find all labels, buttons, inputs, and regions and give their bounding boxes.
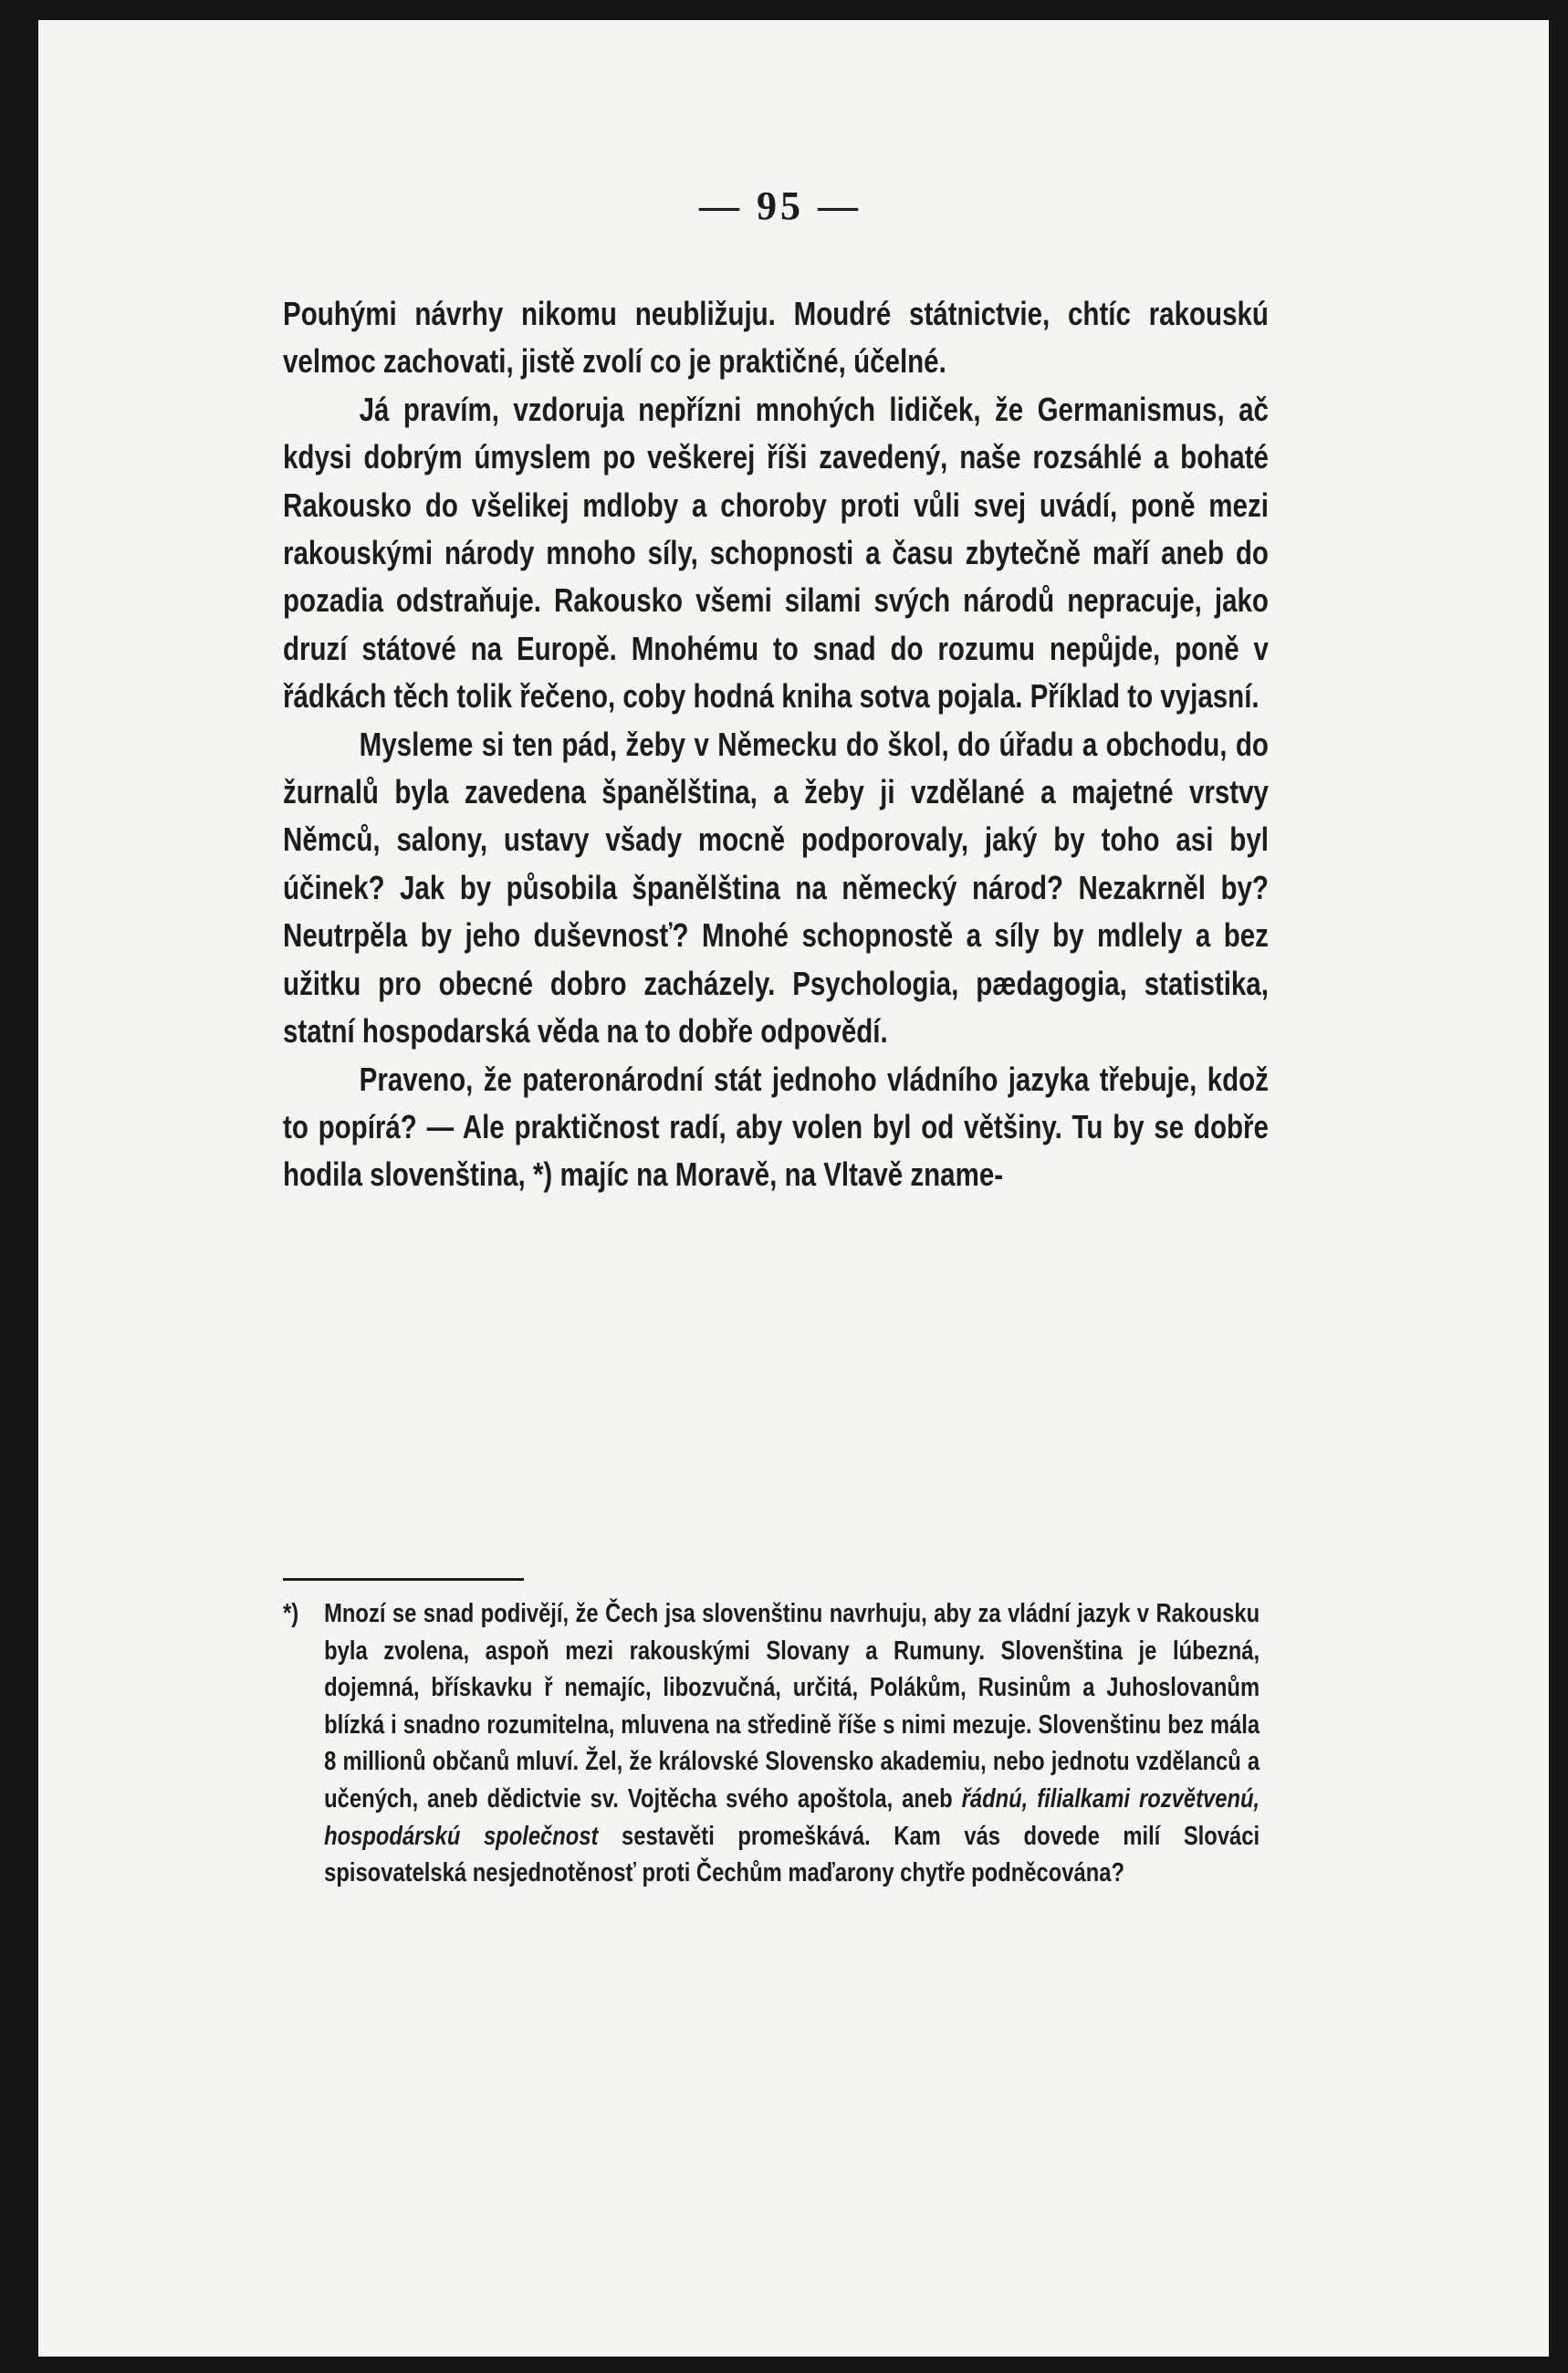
footnote-text [324,1595,1260,1892]
footnote-text-part: Mnozí se snad podivějí, že Čech jsa slovenštinu navrhuju, aby za vládní jazyk v Rakousku byla zvolena, aspoň mezi rakouskými Slovany a Rumuny. Slovenština je lúbezná, dojemná, břískavku ř nemajíc, libozvučná, určitá, Polákům, Rusinům a Juhoslovanům blízká i snadno rozumitelna, mluvena na středině říše s nimi mezuje. Slovenštinu bez mála 8 millionů občanů mluví. Žel, že královské Slovensko akademiu, nebo jednotu vzdělanců a učených, aneb dědictvie sv. Vojtěcha svého apoštola, aneb [324,1599,1260,1814]
paragraph: Já pravím, vzdoruja nepřízni mnohých lidiček, že Germanismus, ač kdysi dobrým úmyslem po veškerej říši zavedený, naše rozsáhlé a bohaté Rakousko do všelikej mdloby a choroby proti vůli svej uvádí, poně mezi rakouskými národy mnoho síly, schopnosti a času zbytečně maří aneb do pozadia odstraňuje. Rakousko všemi silami svých národů nepracuje, jako druzí státové na Europě. Mnohému to snad do rozumu nepůjde, poně v řádkách těch tolik řečeno, coby hodná kniha sotva pojala. Příklad to vyjasní. [283,390,1269,716]
paragraph: Pouhými návrhy nikomu neubližuju. Moudré státnictvie, chtíc rakouskú velmoc zachovati, jistě zvolí co je praktičné, účelné. [283,295,1269,381]
paragraph: Mysleme si ten pád, žeby v Německu do škol, do úřadu a obchodu, do žurnalů byla zavedena španělština, a žeby ji vzdělané a majetné vrstvy Němců, salony, ustavy všady mocně podporovaly, jaký by toho asi byl účinek? Jak by působila španělština na německý národ? Nezakrněl by? Neutrpěla by jeho duševnosť? Mnohé schopnostě a síly by mdlely a bez užitku pro obecné dobro zacházely. Psychologia, pædagogia, statistika, statní hospodarská věda na to dobře odpovědí. [283,725,1269,1051]
main-text [283,290,1269,1199]
page-number: — 95 — [699,183,862,228]
footnote-text-part: sestavěti promeškává. Kam vás dovede milí Slováci spisovatelská nesjednotěnosť proti Čechům maďarony chytře podněcována? [324,1821,1260,1888]
footnote-italic-phrase: řádnú, filialkami rozvětvenú, hospodárskú společnost [324,1783,1260,1851]
footnote-marker: *) [283,1599,299,1628]
footnote-divider [283,1578,524,1581]
footnote [283,1595,1260,1892]
paragraph: Praveno, že pateronárodní stát jednoho vládního jazyka třebuje, kdož to popírá? — Ale praktičnost radí, aby volen byl od většiny. Tu by se dobře hodila slovenština, *) majíc na Moravě, na Vltavě zname- [283,1060,1269,1194]
